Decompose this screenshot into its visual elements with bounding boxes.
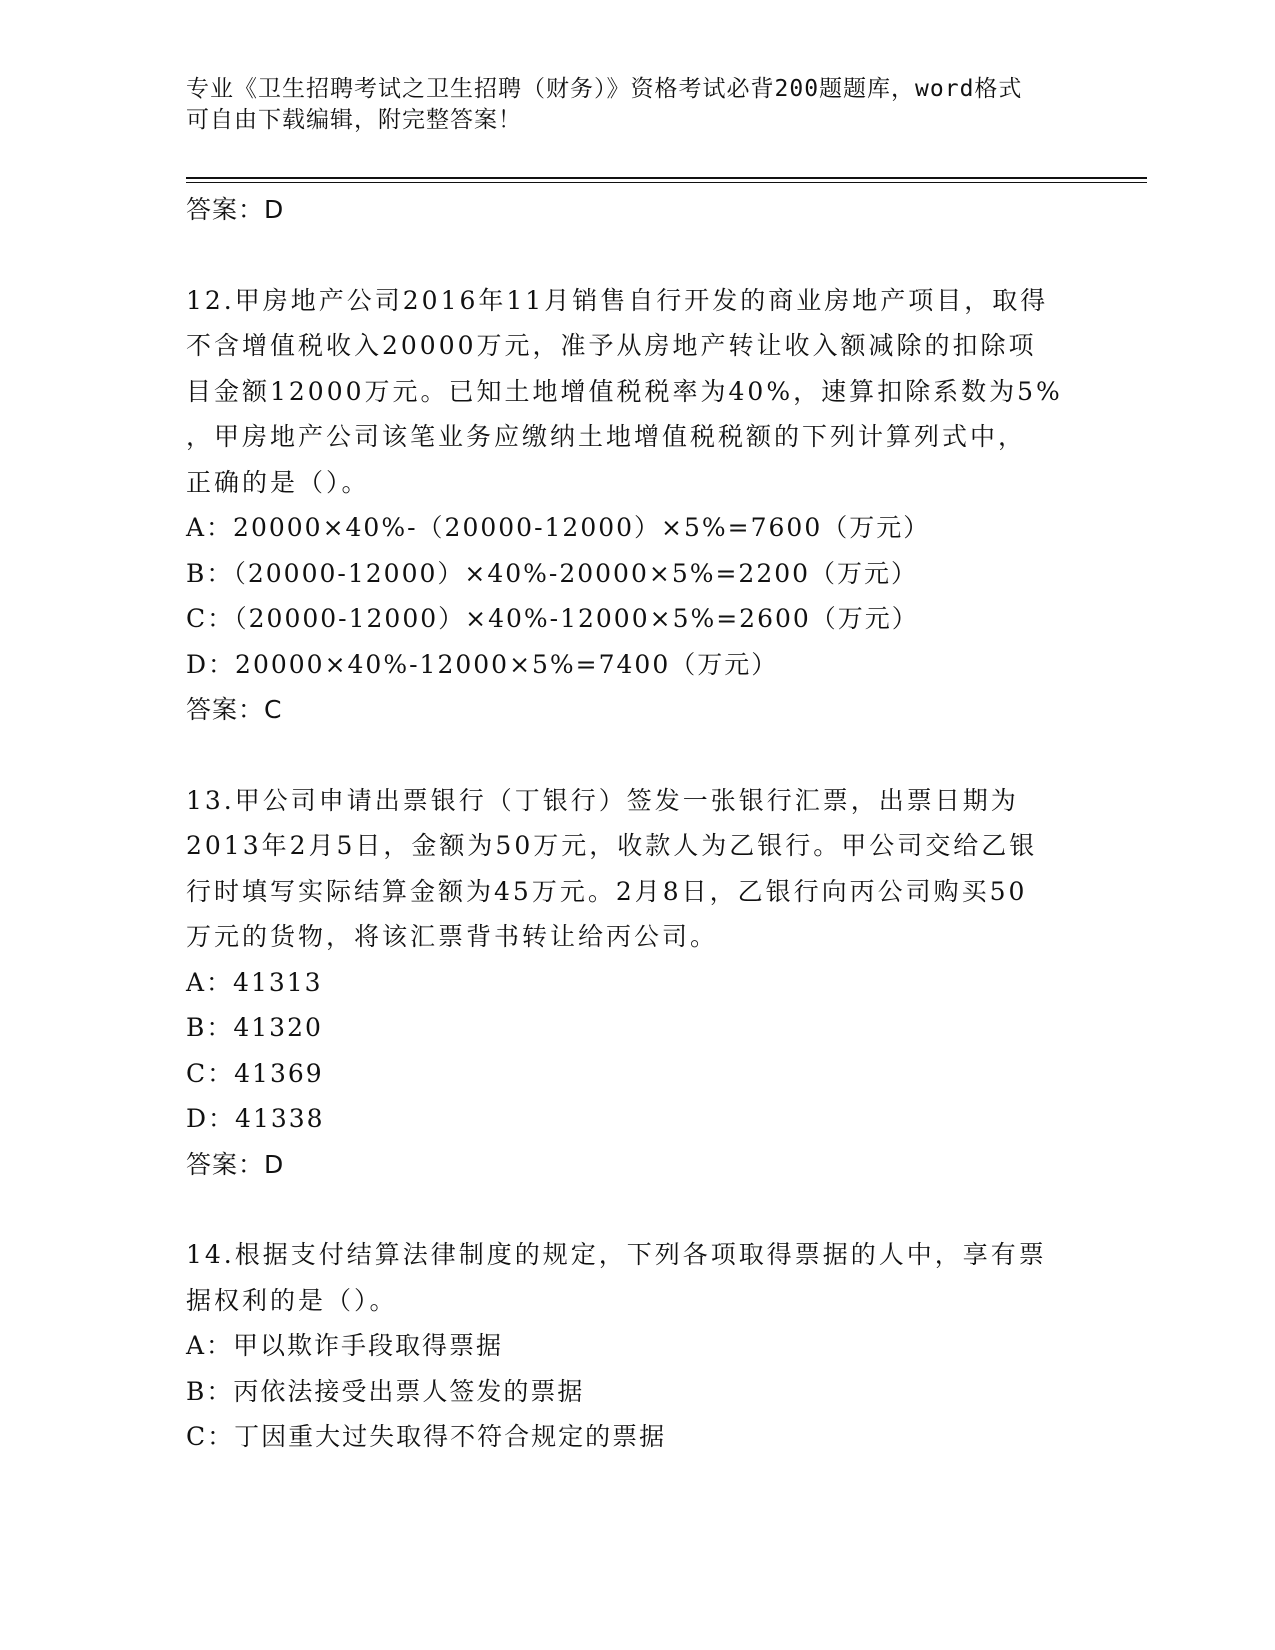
header-title-line-2: 可自由下载编辑，附完整答案！ xyxy=(186,107,522,133)
question-13-text-line: 2013年2月5日，金额为50万元，收款人为乙银行。甲公司交给乙银 xyxy=(186,831,1038,860)
question-14-text-line: 14.根据支付结算法律制度的规定，下列各项取得票据的人中，享有票 xyxy=(186,1240,1047,1269)
question-12-text-line: 12.甲房地产公司2016年11月销售自行开发的商业房地产项目，取得 xyxy=(186,285,1049,315)
question-13-text-line: 13.甲公司申请出票银行（丁银行）签发一张银行汇票，出票日期为 xyxy=(186,785,1019,815)
spacer xyxy=(186,233,1086,278)
spacer xyxy=(186,1187,1086,1232)
question-13 xyxy=(186,778,1086,1188)
question-12-text-line: 正确的是（）。 xyxy=(186,467,370,497)
question-13-option-d: D：41338 xyxy=(186,1104,325,1133)
question-13-option-a: A：41313 xyxy=(186,967,323,997)
question-12-option-c: C：（20000-12000）×40%-12000×5%=2600（万元） xyxy=(186,604,919,633)
previous-question-answer: 答案：D xyxy=(186,195,285,224)
question-12-text-line: 目金额12000万元。已知土地增值税税率为40%，速算扣除系数为5% xyxy=(186,376,1063,406)
question-13-answer: 答案：D xyxy=(186,1149,285,1179)
document-header xyxy=(186,74,1086,136)
question-13-option-c: C：41369 xyxy=(186,1058,324,1088)
question-12-answer: 答案：C xyxy=(186,695,283,724)
question-12-text-line: ，甲房地产公司该笔业务应缴纳土地增值税税额的下列计算列式中， xyxy=(186,422,1027,451)
question-14-text-line: 据权利的是（）。 xyxy=(186,1285,398,1315)
question-12-text-line: 不含增值税收入20000万元，准予从房地产转让收入额减除的扣除项 xyxy=(186,331,1037,360)
question-12-option-b: B：（20000-12000）×40%-20000×5%=2200（万元） xyxy=(186,558,919,588)
question-14-option-a: A：甲以欺诈手段取得票据 xyxy=(186,1331,504,1360)
question-12-option-a: A：20000×40%-（20000-12000）×5%=7600（万元） xyxy=(186,513,931,542)
question-12-option-d: D：20000×40%-12000×5%=7400（万元） xyxy=(186,649,779,679)
question-12 xyxy=(186,278,1086,733)
question-13-option-b: B：41320 xyxy=(186,1013,323,1042)
header-divider-thin xyxy=(186,182,1147,183)
question-14-option-b: B：丙依法接受出票人签发的票据 xyxy=(186,1376,585,1406)
document-body xyxy=(186,187,1086,1460)
question-14 xyxy=(186,1232,1086,1460)
question-14-option-c: C：丁因重大过失取得不符合规定的票据 xyxy=(186,1422,667,1451)
header-divider-thick xyxy=(186,177,1147,179)
header-title-line-1: 专业《卫生招聘考试之卫生招聘（财务）》资格考试必背200题题库，word格式 xyxy=(186,76,1023,102)
question-13-text-line: 行时填写实际结算金额为45万元。2月8日，乙银行向丙公司购买50 xyxy=(186,876,1028,906)
spacer xyxy=(186,733,1086,778)
question-13-text-line: 万元的货物，将该汇票背书转让给丙公司。 xyxy=(186,922,719,951)
